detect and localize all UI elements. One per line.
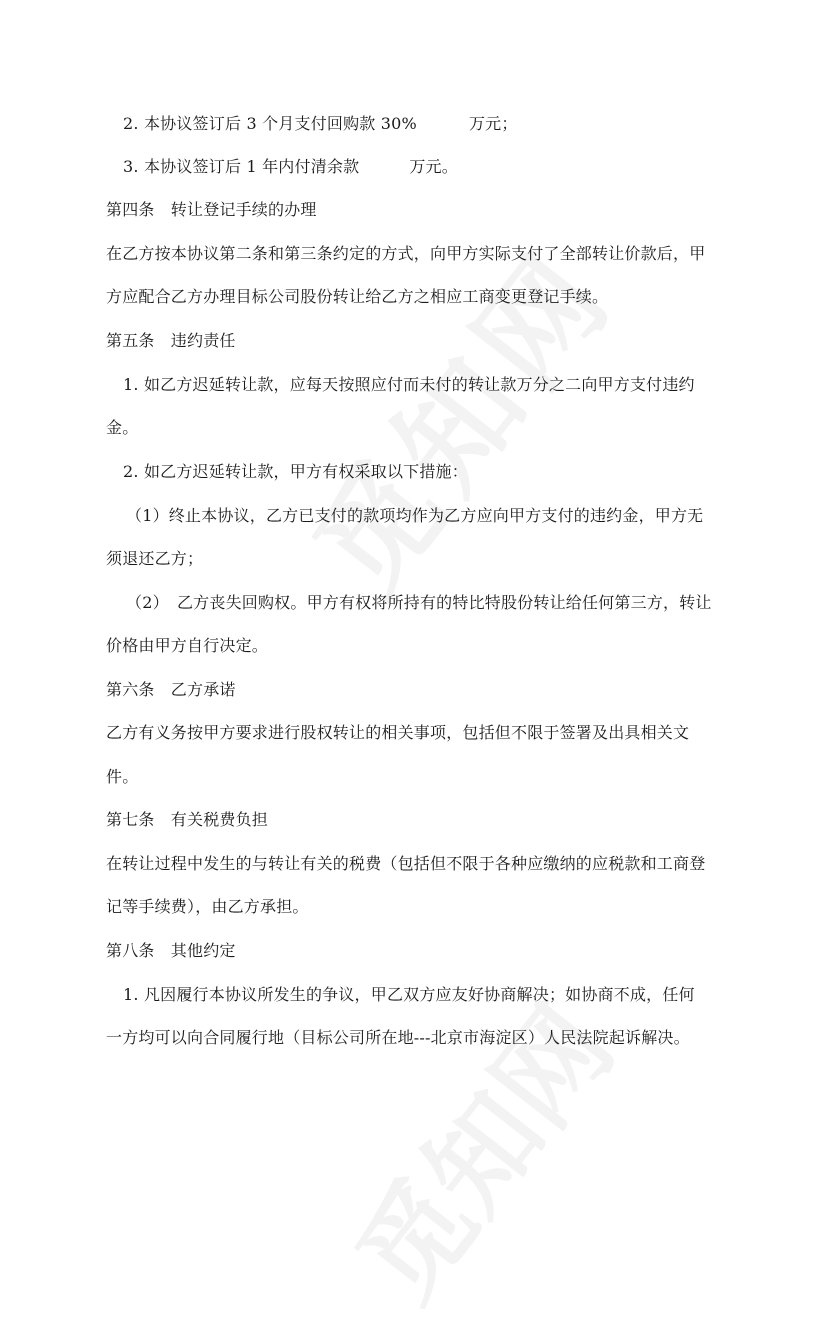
article-5-item-2-sub-1-line-2: 须退还乙方；: [106, 549, 204, 568]
article-5-heading: 第五条 违约责任: [106, 331, 236, 350]
clause-3-item-3-amount-unit: 万元。: [409, 157, 458, 176]
article-5-item-2-sub-2-line-2: 价格由甲方自行决定。: [106, 636, 269, 655]
article-5-item-2-sub-2-line-1: （2） 乙方丧失回购权。甲方有权将所持有的特比特股份转让给任何第三方，转让: [126, 593, 712, 612]
article-4-heading: 第四条 转让登记手续的办理: [106, 200, 317, 219]
article-6-heading: 第六条 乙方承诺: [106, 680, 236, 699]
article-8-item-1-line-2: 一方均可以向合同履行地（目标公司所在地---北京市海淀区）人民法院起诉解决。: [106, 1028, 690, 1047]
article-5-item-1-line-1: 1. 如乙方迟延转让款，应每天按照应付而未付的转让款万分之二向甲方支付违约: [123, 375, 695, 394]
article-5-item-1-line-2: 金。: [106, 418, 139, 437]
clause-3-item-3-text: 3. 本协议签订后 1 年内付清余款: [123, 157, 360, 176]
article-7-paragraph-line-1: 在转让过程中发生的与转让有关的税费（包括但不限于各种应缴纳的应税款和工商登: [106, 854, 706, 873]
clause-3-item-2: [123, 114, 743, 134]
article-5-item-2: 2. 如乙方迟延转让款，甲方有权采取以下措施：: [123, 462, 468, 481]
article-7-paragraph-line-2: 记等手续费），由乙方承担。: [106, 897, 309, 916]
article-8-item-1-line-1: 1. 凡因履行本协议所发生的争议，甲乙双方应友好协商解决；如协商不成，任何: [123, 985, 695, 1004]
clause-3-item-2-text: 2. 本协议签订后 3 个月支付回购款 30%: [123, 114, 417, 133]
article-6-paragraph-line-1: 乙方有义务按甲方要求进行股权转让的相关事项，包括但不限于签署及出具相关文: [106, 723, 690, 742]
article-5-item-2-sub-1-line-1: （1）终止本协议，乙方已支付的款项均作为乙方应向甲方支付的违约金，甲方无: [126, 506, 704, 525]
article-4-paragraph-line-2: 方应配合乙方办理目标公司股份转让给乙方之相应工商变更登记手续。: [106, 287, 609, 306]
clause-3-item-3: [123, 157, 743, 177]
article-4-paragraph-line-1: 在乙方按本协议第二条和第三条约定的方式，向甲方实际支付了全部转让价款后，甲: [106, 244, 706, 263]
article-6-paragraph-line-2: 件。: [106, 767, 139, 786]
clause-3-item-2-amount-unit: 万元；: [468, 114, 518, 133]
watermark-lower: [314, 977, 606, 1303]
article-8-heading: 第八条 其他约定: [106, 941, 236, 960]
article-7-heading: 第七条 有关税费负担: [106, 810, 269, 829]
